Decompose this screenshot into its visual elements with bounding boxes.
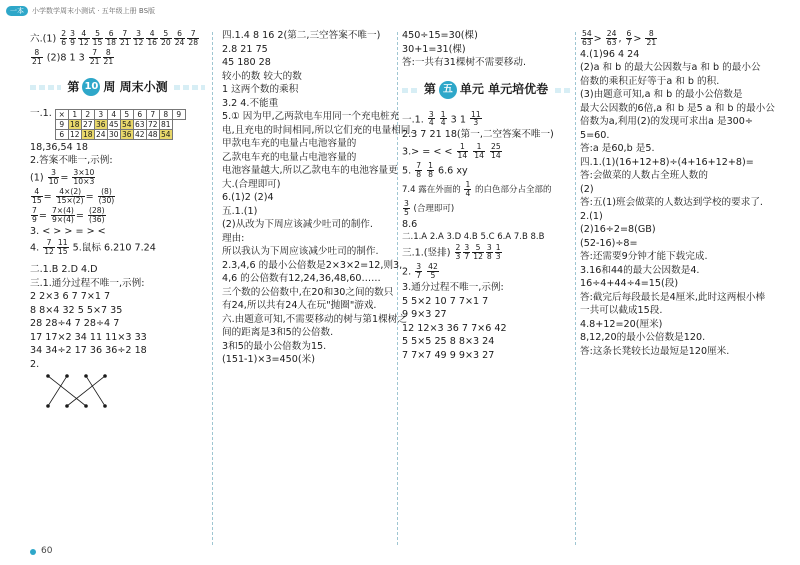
answer-line: 四.1.4 8 16 2(第二,三空答案不唯一) <box>222 30 381 41</box>
answer-line: 2.3 7 21 18(第一,二空答案不唯一) <box>402 129 554 141</box>
fraction: $\frac{7}{8}$ <box>416 160 422 179</box>
fraction: $\frac{8}{21}$ <box>103 47 114 66</box>
fraction: $\frac{42}{5}$ <box>428 262 438 281</box>
fraction: $\frac{1}{14}$ <box>457 141 468 160</box>
fraction: $\frac{1}{4}$ <box>440 109 446 128</box>
answer-line: 12 12×3 36 7 7×6 42 <box>402 322 507 334</box>
fraction: $\frac{24}{63}$ <box>606 29 617 47</box>
fraction-list <box>88 47 115 66</box>
answer-line: 六.(1) $\frac{2}{6}$ $\frac{3}{9}$ $\frac{4}{12}$ $\frac{5}{15}$ $\frac{6}{18}$ $\frac{7}{21}$ $\frac{3}{12}$ $\frac{4}{16}$ $\frac{5}{20}$ $\frac{6}{24}$ $\frac{7}{28}$ <box>30 29 199 47</box>
answer-line: $\frac{4}{15}$ = $\frac{4\times(2)}{15\times(2)}$ = $\frac{(8)}{(30)}$ <box>32 186 115 205</box>
table-cell: 6 <box>133 109 146 119</box>
fraction: $\frac{4\times(2)}{15\times(2)}$ <box>56 186 84 205</box>
fraction: $\frac{3}{7}$ <box>416 262 422 281</box>
answer-line: 4,6 的公倍数有12,24,36,48,60…… <box>222 273 381 284</box>
fraction: $\frac{1}{4}$ <box>465 179 471 198</box>
table-cell: 36 <box>122 129 132 139</box>
header-tag: 一本 <box>6 6 28 16</box>
answer-line: 电池容量越大,所以乙款电车的电池容量更 <box>222 165 398 176</box>
answer-line: 答:一共有31棵树不需要移动. <box>402 57 527 68</box>
answer-line: 4.(1)96 4 24 <box>580 48 640 60</box>
answer-line: 16÷4+44÷4=15(段) <box>580 278 679 290</box>
section-banner <box>402 79 570 101</box>
answer-line: 大.(合理即可) <box>222 178 281 190</box>
work-rows <box>30 291 205 357</box>
answer-line: (2)从改为下周应该减少吐司的制作. <box>222 219 373 230</box>
work-rows <box>402 296 570 362</box>
answer-line: 7 7×7 49 9 9×3 27 <box>402 349 495 361</box>
table-cell: 4 <box>107 109 120 119</box>
table-cell: 54 <box>161 129 171 139</box>
answer-line: 18,36,54 18 <box>30 141 88 153</box>
answer-line: 4. $\frac{7}{12}$ $\frac{11}{15}$ 5.鼠标 6.210 7.24 <box>30 238 156 257</box>
fraction-list <box>59 29 200 47</box>
answer-line: 所以我认为下周应该减少吐司的制作. <box>222 246 379 257</box>
answer-line: 答:截完后每段最长是4厘米,此时这两根小棒 <box>580 291 766 303</box>
table-cell: 42 <box>135 129 145 139</box>
table-cell: 6 <box>55 129 68 139</box>
answer-line: $\frac{3}{5}$ (合理即可) <box>404 198 455 217</box>
table-cell: 8 <box>159 109 172 119</box>
fraction: $\frac{3}{9}$ <box>70 29 75 47</box>
answer-line: 一.1. $\frac{3}{4}$ $\frac{1}{4}$ 3 1 $\frac{11}{3}$ <box>402 109 481 128</box>
answer-line: 8.6 <box>402 218 418 230</box>
answer-line: 2.答案不唯一,示例: <box>30 155 113 167</box>
answer-line: 45 180 28 <box>222 57 271 68</box>
table-cell: 5 <box>120 109 133 119</box>
answer-line: (52-16)÷8= <box>580 237 638 249</box>
answer-line: $\frac{8}{21}$ (2)8 1 3 $\frac{7}{21}$ $\frac{8}{21}$ <box>32 47 114 66</box>
table-cell: 81 <box>161 119 171 129</box>
answer-line: 8 8×4 32 5 5×7 35 <box>30 304 123 316</box>
fraction: $\frac{3}{8}$ <box>486 243 492 262</box>
header-title: 小学数学周末小测试 · 五年级上册 BS版 <box>32 6 156 15</box>
column-divider <box>397 32 398 545</box>
answer-line: 电,且充电的时间相同,所以它们充的电量相同. <box>222 124 414 136</box>
fraction: $\frac{2}{6}$ <box>61 29 67 47</box>
answer-line: 2 2×3 6 7 7×1 7 <box>30 291 111 303</box>
answer-line: 二.1.B 2.D 4.D <box>30 264 98 276</box>
fraction: $\frac{(8)}{(30)}$ <box>98 186 115 205</box>
table-cell: 72 <box>148 119 158 129</box>
fraction: $\frac{3}{12}$ <box>133 29 144 47</box>
answer-line: 450÷15=30(棵) <box>402 30 478 41</box>
table-cell: 48 <box>148 129 158 139</box>
answer-line: 有24,所以共有24人在玩"抛圈"游戏. <box>222 300 377 311</box>
fraction: $\frac{2}{3}$ <box>455 243 461 262</box>
answer-line: 9 9×3 27 <box>402 309 447 321</box>
section-banner <box>30 76 205 98</box>
fraction: $\frac{4}{15}$ <box>32 186 42 205</box>
answer-line: (3)由题意可知,a 和 b 的最小公倍数是 <box>580 89 743 101</box>
answer-line: 3. < > > = > < <box>30 225 106 237</box>
answer-line: 1 这两个数的乘积 <box>222 84 299 95</box>
fraction: $\frac{1}{8}$ <box>428 160 433 179</box>
column-4 <box>580 28 775 545</box>
answer-line: 答:还需要9分钟才能下载完成. <box>580 251 708 263</box>
answer-line: 5=60. <box>580 129 610 141</box>
table-row <box>55 109 185 119</box>
answer-line: 答:a 是60,b 是5. <box>580 143 655 155</box>
fraction: $\frac{7}{9}$ <box>32 205 37 224</box>
answer-line: 2. $\frac{3}{7}$ $\frac{42}{5}$ <box>402 262 438 281</box>
table-cell: 3 <box>94 109 107 119</box>
answer-line: 2.3,4,6 的最小公倍数是2×3×2=12,则3, <box>222 259 403 271</box>
answer-line: 3和5的最小公倍数为15. <box>222 340 327 352</box>
fraction: $\frac{5}{20}$ <box>161 29 171 47</box>
fraction: $\frac{3\times 10}{10\times 3}$ <box>73 167 95 186</box>
table-cell: 54 <box>122 119 132 129</box>
fraction: $\frac{1}{3}$ <box>495 243 501 262</box>
answer-line: 倍数为a,利用(2)的发现可求出a 是300÷ <box>580 116 753 128</box>
answer-line: 34 34÷2 17 36 36÷2 18 <box>30 345 147 357</box>
table-cell: 9 <box>55 119 68 129</box>
fraction-list <box>42 238 69 257</box>
answer-line: 6.(1)2 (2)4 <box>222 192 274 203</box>
answer-line: 2.8 21 75 <box>222 43 268 55</box>
answer-line: 5 5×2 10 7 7×1 7 <box>402 295 489 307</box>
fraction: $\frac{11}{15}$ <box>57 238 68 257</box>
answer-line: 30+1=31(棵) <box>402 43 466 55</box>
table-cell: 27 <box>83 119 93 129</box>
table-row <box>55 129 185 139</box>
fraction: $\frac{25}{14}$ <box>491 141 501 160</box>
fraction: $\frac{6}{24}$ <box>174 29 185 47</box>
page-header <box>6 4 155 18</box>
banner-title: 第 五 单元 单元培优卷 <box>418 81 554 99</box>
answer-line: (1) $\frac{3}{10}$ = $\frac{3\times 10}{10\times 3}$ <box>30 167 95 186</box>
fraction: $\frac{5}{15}$ <box>92 29 103 47</box>
fraction: $\frac{3}{4}$ <box>428 109 434 128</box>
fraction: $\frac{6}{7}$ <box>626 29 632 47</box>
answer-line: 17 17×2 34 11 11×3 33 <box>30 331 147 343</box>
table-cell: 7 <box>146 109 159 119</box>
answer-line: 倍数的乘积正好等于a 和 b 的积. <box>580 75 720 87</box>
answer-line: (151-1)×3=450(米) <box>222 354 315 365</box>
matching-lines <box>42 372 132 410</box>
matching-diagram <box>42 372 132 410</box>
answer-line: 2.(1) <box>580 210 603 222</box>
answer-line: (2)16÷2=8(GB) <box>580 224 656 236</box>
column-divider <box>212 32 213 545</box>
fraction: $\frac{3}{5}$ <box>404 198 409 217</box>
table-cell: 12 <box>70 129 80 139</box>
answer-line: 答:五(1)班会做菜的人数达到学校的要求了. <box>580 197 763 209</box>
answer-line: $\frac{54}{63}$ > $\frac{24}{63}$ , $\frac{6}{7}$ > $\frac{8}{21}$ <box>582 29 657 47</box>
answer-line: 4.8+12=20(厘米) <box>580 318 663 330</box>
answer-line: 一共可以截成15段. <box>580 305 663 317</box>
fraction-list <box>454 243 503 262</box>
fraction: $\frac{7}{12}$ <box>44 238 54 257</box>
answer-line: 三个数的公倍数中,在20和30之间的数只 <box>222 286 394 298</box>
page-number: 60 <box>30 546 52 557</box>
answer-line: (2) <box>580 183 594 195</box>
table-cell: 1 <box>68 109 81 119</box>
answer-line: 3.> = < < $\frac{1}{14}$ $\frac{1}{14}$ $\frac{25}{14}$ <box>402 141 501 160</box>
table-cell: 24 <box>96 129 106 139</box>
answer-line: 3.16和44的最大公因数是4. <box>580 264 700 276</box>
answer-line: 28 28÷4 7 28÷4 7 <box>30 318 120 330</box>
fraction: $\frac{6}{18}$ <box>106 29 116 47</box>
fraction: $\frac{7}{28}$ <box>188 29 199 47</box>
table-cell: 30 <box>109 129 119 139</box>
answer-line: 较小的数 较大的数 <box>222 70 302 82</box>
fraction: $\frac{1}{14}$ <box>474 141 484 160</box>
answer-line: 理由: <box>222 232 245 244</box>
answer-line: (2)a 和 b 的最大公因数与a 和 b 的最小公 <box>580 62 761 74</box>
answer-line: 3.通分过程不唯一,示例: <box>402 282 504 294</box>
answer-line: 二.1.A 2.A 3.D 4.B 5.C 6.A 7.B 8.B <box>402 232 545 243</box>
table-cell: 18 <box>70 119 80 129</box>
table-cell: 45 <box>109 119 119 129</box>
answer-line: 四.1.(1)(16+12+8)÷(4+16+12+8)= <box>580 156 754 168</box>
answer-line: 最大公因数的6倍,a 和 b 是5 a 和 b 的最小公 <box>580 102 775 114</box>
table-row <box>55 119 185 129</box>
table-cell: 2 <box>81 109 94 119</box>
answer-line: 五.1.(1) <box>222 205 258 217</box>
answer-line: 5 5×5 25 8 8×3 24 <box>402 336 495 348</box>
fraction: $\frac{54}{63}$ <box>582 29 592 47</box>
answer-line: 甲款电车充的电量占电池容量的 <box>222 138 357 149</box>
answer-line: 答:会做菜的人数占全班人数的 <box>580 170 708 182</box>
column-1 <box>30 28 205 545</box>
fraction: $\frac{8}{21}$ <box>32 47 42 66</box>
fraction: $\frac{5}{12}$ <box>473 243 483 262</box>
table-cell: 63 <box>135 119 145 129</box>
answer-line: 三.1.(竖排) $\frac{2}{3}$ $\frac{3}{7}$ $\frac{5}{12}$ $\frac{3}{8}$ $\frac{1}{3}$ <box>402 243 501 262</box>
banner-title: 第 10 周 周末小测 <box>61 78 173 96</box>
answer-line: 5.① 因为甲,乙两款电车用同一个充电桩充 <box>222 111 400 122</box>
answer-line: 7.4 露在外面的 $\frac{1}{4}$ 的白色部分占全部的 <box>402 179 552 198</box>
multiplication-table <box>55 109 186 140</box>
answer-line: 5. $\frac{7}{8}$ $\frac{1}{8}$ 6.6 xy <box>402 160 468 179</box>
answer-line: 一.1. × 1 2 3 4 5 6 7 8 9 9 18 27 36 45 54 63 72 81 6 12 18 24 30 36 42 48 54 <box>30 108 205 140</box>
answer-line: 间的距离是3和5的公倍数. <box>222 327 334 338</box>
fraction: $\frac{4}{16}$ <box>147 29 158 47</box>
answer-line: 8,12,20的最小公倍数是120. <box>580 332 706 344</box>
answer-line: 六.由题意可知,不需要移动的树与第1棵树之 <box>222 313 407 325</box>
fraction: $\frac{3}{7}$ <box>464 243 470 262</box>
fraction: $\frac{7\times(4)}{9\times(4)}$ <box>51 205 74 224</box>
answer-line: $\frac{7}{9}$ = $\frac{7\times(4)}{9\times(4)}$ = $\frac{(28)}{(36)}$ <box>32 205 105 224</box>
fraction: $\frac{3}{10}$ <box>48 167 59 186</box>
fraction: $\frac{4}{12}$ <box>78 29 89 47</box>
week-badge: 10 <box>82 78 100 96</box>
column-3 <box>402 28 570 545</box>
fraction: $\frac{7}{21}$ <box>120 29 130 47</box>
answer-line: 三.1.通分过程不唯一,示例: <box>30 277 145 289</box>
answer-line: 2. <box>30 358 40 370</box>
column-divider <box>575 32 576 545</box>
answer-line: 乙款电车充的电量占电池容量的 <box>222 151 357 163</box>
answer-lines <box>580 48 775 358</box>
table-cell: 9 <box>172 109 185 119</box>
fraction: $\frac{8}{21}$ <box>646 29 657 47</box>
answer-lines <box>402 30 570 69</box>
table-cell: 18 <box>83 129 93 139</box>
fraction: $\frac{11}{3}$ <box>471 109 481 128</box>
table-cell: 36 <box>96 119 106 129</box>
fraction: $\frac{7}{21}$ <box>89 47 100 66</box>
page-dot-icon <box>30 549 36 555</box>
answer-line: 3.2 4.不能重 <box>222 97 279 109</box>
answer-line: 答:这条长凳较长边最短是120厘米. <box>580 345 730 357</box>
unit-badge: 五 <box>439 81 457 99</box>
fraction: $\frac{(28)}{(36)}$ <box>88 205 105 224</box>
table-cell: × <box>55 109 68 119</box>
